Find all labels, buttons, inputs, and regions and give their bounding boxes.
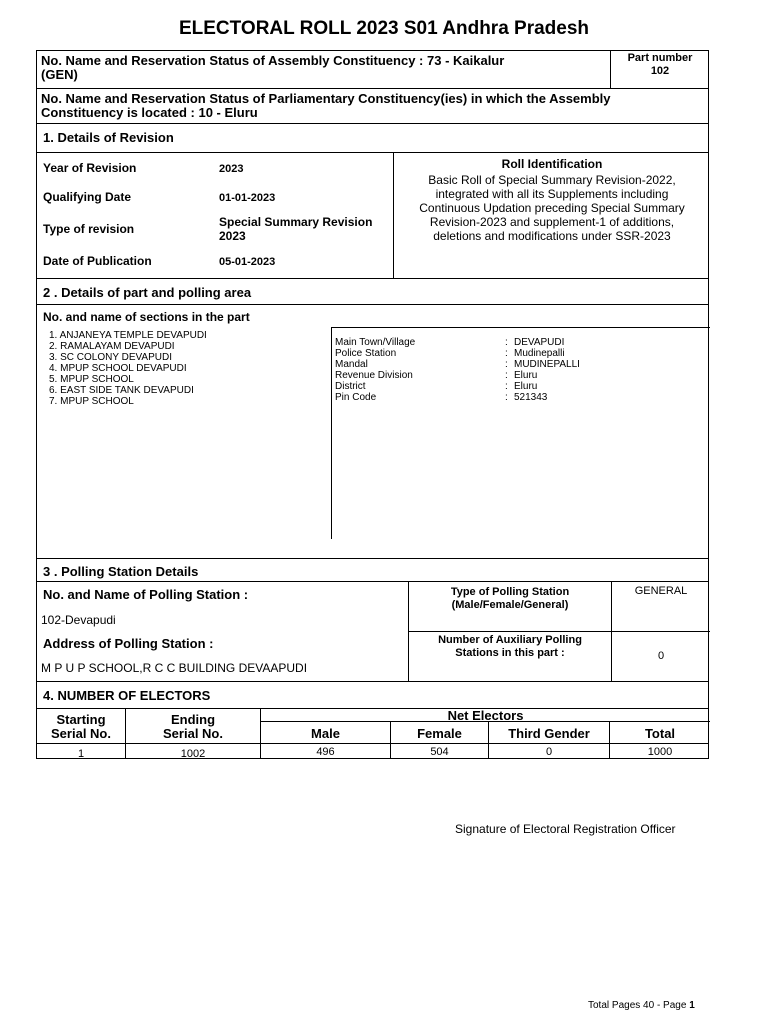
roll-identification-text (394, 173, 710, 243)
polling-station-heading: 3 . Polling Station Details (43, 564, 199, 579)
divider (37, 581, 708, 582)
main-town-value: DEVAPUDI (514, 337, 565, 348)
divider (37, 681, 708, 682)
female-header: Female (417, 726, 462, 741)
list-item: 3. SC COLONY DEVAPUDI (49, 352, 172, 363)
list-item: 5. MPUP SCHOOL (49, 374, 134, 385)
roll-id-line: deletions and modifications under SSR-2023 (433, 229, 671, 243)
police-station-label: Police Station (335, 348, 397, 359)
list-item: 2. RAMALAYAM DEVAPUDI (49, 341, 175, 352)
divider (37, 278, 708, 279)
starting-serial-header (37, 713, 125, 741)
pin-code-value: 521343 (514, 392, 548, 403)
divider (37, 88, 708, 89)
total-header: Total (644, 726, 676, 741)
page-number: 1 (689, 1000, 695, 1011)
divider (37, 558, 708, 559)
type-of-revision-line1: Special Summary Revision (219, 215, 373, 229)
divider (37, 743, 708, 744)
third-gender-header: Third Gender (508, 726, 590, 741)
polling-type-label-line1: Type of Polling Station (450, 586, 570, 598)
type-of-revision-line2: 2023 (219, 229, 246, 243)
mandal-label: Mandal (335, 359, 368, 370)
polling-type-value: GENERAL (634, 585, 688, 597)
assembly-constituency (41, 54, 576, 82)
ending-serial-line1: Ending (170, 712, 216, 727)
sections-list (49, 330, 329, 407)
auxiliary-label-line1: Number of Auxiliary Polling (438, 634, 582, 646)
divider (37, 152, 708, 153)
polling-station-address-label: Address of Polling Station : (43, 636, 214, 651)
polling-type-label-line2: (Male/Female/General) (451, 599, 569, 611)
polling-station-address-value: M P U P SCHOOL,R C C BUILDING DEVAAPUDI (41, 661, 308, 675)
total-pages-label: Total Pages (588, 1000, 641, 1011)
starting-serial-line2: Serial No. (51, 726, 111, 741)
district-label: District (335, 381, 366, 392)
year-of-revision-label: Year of Revision (43, 161, 137, 175)
polling-station-name-value: 102-Devapudi (41, 613, 116, 627)
area-details-values (514, 337, 580, 403)
list-item: 1. ANJANEYA TEMPLE DEVAPUDI (49, 330, 207, 341)
roll-identification (394, 157, 710, 243)
list-item: 6. EAST SIDE TANK DEVAPUDI (49, 385, 194, 396)
polling-mid-line (408, 631, 710, 632)
ending-serial-header (126, 713, 260, 741)
roll-id-line: Revision-2023 and supplement-1 of additions, (429, 215, 675, 229)
male-header: Male (311, 726, 340, 741)
roll-id-line: integrated with all its Supplements including (435, 187, 669, 201)
parliamentary-line1: No. Name and Reservation Status of Parliamentary Constituency(ies) in which the Assembly (41, 91, 611, 106)
ending-serial-value: 1002 (180, 748, 206, 760)
roll-id-line: Basic Roll of Special Summary Revision-2022, (428, 173, 676, 187)
ending-serial-line2: Serial No. (163, 726, 223, 741)
area-details-labels (335, 337, 415, 403)
part-number-box (611, 52, 709, 78)
document-title: ELECTORAL ROLL 2023 S01 Andhra Pradesh (178, 18, 590, 39)
electors-heading: 4. NUMBER OF ELECTORS (43, 688, 211, 703)
roll-frame (36, 50, 709, 759)
pin-code-label: Pin Code (335, 392, 377, 403)
area-details-top-line (331, 327, 710, 328)
total-value: 1000 (647, 746, 673, 758)
starting-serial-line1: Starting (56, 712, 106, 727)
parliamentary-constituency (41, 92, 706, 120)
area-details-colons: : : : : : : (505, 337, 508, 403)
sections-heading: No. and name of sections in the part (43, 310, 250, 324)
page-label: - Page (656, 1000, 687, 1011)
area-details-divider (331, 327, 332, 539)
male-value: 496 (316, 746, 335, 758)
third-gender-value: 0 (545, 746, 553, 758)
auxiliary-label-line2: Stations in this part : (455, 647, 565, 659)
year-of-revision-value: 2023 (219, 163, 244, 175)
parliamentary-line2: Constituency is located : 10 - Eluru (41, 105, 258, 120)
revenue-division-value: Eluru (514, 370, 538, 381)
revision-heading: 1. Details of Revision (43, 130, 174, 145)
revenue-division-label: Revenue Division (335, 370, 413, 381)
mandal-value: MUDINEPALLI (514, 359, 580, 370)
qualifying-date-value: 01-01-2023 (219, 192, 276, 204)
list-item: 7. MPUP SCHOOL (49, 396, 134, 407)
date-of-publication-label: Date of Publication (43, 254, 152, 268)
type-of-revision-label: Type of revision (43, 222, 135, 236)
divider (37, 123, 708, 124)
polling-station-name-label: No. and Name of Polling Station : (43, 587, 249, 602)
qualifying-date-label: Qualifying Date (43, 190, 132, 204)
total-pages-value: 40 (643, 1000, 655, 1011)
district-value: Eluru (514, 381, 538, 392)
main-town-label: Main Town/Village (335, 337, 416, 348)
auxiliary-stations-value: 0 (657, 650, 665, 662)
assembly-line2: (GEN) (41, 67, 78, 82)
starting-serial-value: 1 (77, 748, 85, 760)
list-item: 4. MPUP SCHOOL DEVAPUDI (49, 363, 187, 374)
roll-identification-heading: Roll Identification (501, 157, 603, 171)
polling-type-label (409, 586, 611, 612)
police-station-value: Mudinepalli (514, 348, 565, 359)
female-value: 504 (430, 746, 449, 758)
signature-line: Signature of Electoral Registration Officer (455, 822, 676, 836)
type-of-revision-value (219, 215, 391, 243)
auxiliary-stations-label (409, 634, 611, 660)
part-number-value: 102 (650, 65, 670, 77)
net-electors-header: Net Electors (447, 708, 524, 723)
assembly-line1: No. Name and Reservation Status of Assembly Constituency : 73 - Kaikalur (41, 53, 505, 68)
part-area-heading: 2 . Details of part and polling area (43, 285, 252, 300)
part-number-label: Part number (627, 52, 693, 64)
page-footer (588, 1000, 695, 1011)
date-of-publication-value: 05-01-2023 (219, 256, 276, 268)
roll-id-line: Continuous Updation preceding Special Summary (419, 201, 685, 215)
divider (37, 304, 708, 305)
